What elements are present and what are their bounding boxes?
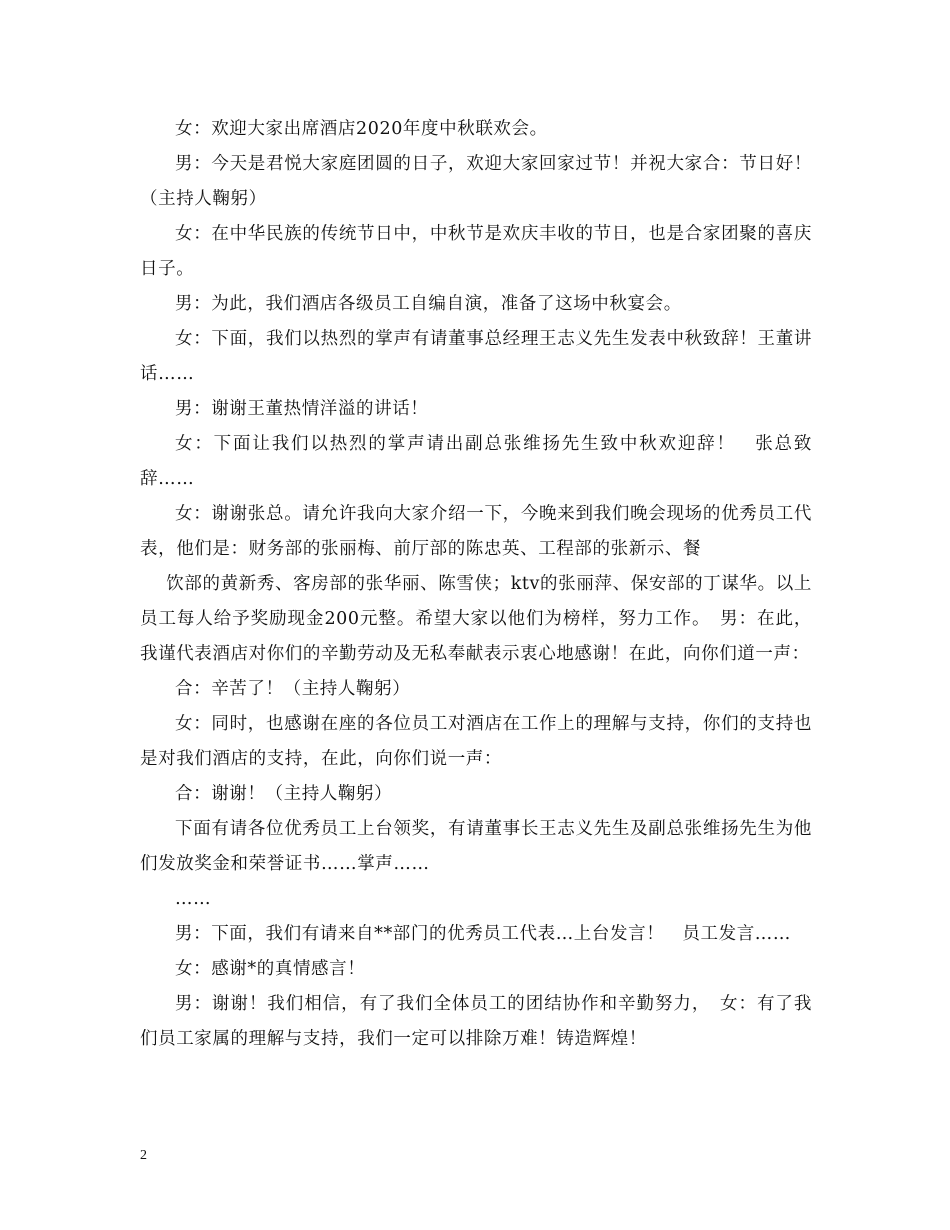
- paragraph-3: 女：在中华民族的传统节日中，中秋节是欢庆丰收的节日，也是合家团聚的喜庆日子。: [140, 224, 812, 279]
- paragraph-6: 男：谢谢王董热情洋溢的讲话！: [175, 399, 429, 419]
- paragraph-11: 女：同时，也感谢在座的各位员工对酒店在工作上的理解与支持，你们的支持也是对我们酒店的支持，在此，向你们说一声：: [140, 714, 812, 769]
- paragraph-5: 女：下面，我们以热烈的掌声有请董事总经理王志义先生发表中秋致辞！王董讲话……: [140, 329, 812, 384]
- paragraph-14: ……: [175, 889, 212, 909]
- paragraph-4: 男：为此，我们酒店各级员工自编自演，准备了这场中秋宴会。: [175, 294, 682, 314]
- paragraph-15: 男：下面，我们有请来自**部门的优秀员工代表…上台发言！ 员工发言……: [175, 924, 791, 944]
- paragraph-12: 合：谢谢！（主持人鞠躬）: [175, 784, 393, 804]
- paragraph-1: 女：欢迎大家出席酒店2020年度中秋联欢会。: [175, 119, 548, 139]
- paragraph-2: 男：今天是君悦大家庭团圆的日子，欢迎大家回家过节！并祝大家合：节日好！（主持人鞠躬）: [140, 154, 812, 209]
- document-body: [140, 112, 812, 1057]
- paragraph-17: 男：谢谢！我们相信，有了我们全体员工的团结协作和辛勤努力， 女：有了我们员工家属的理解与支持，我们一定可以排除万难！铸造辉煌！: [140, 994, 812, 1049]
- page-number: 2: [140, 1148, 147, 1163]
- paragraph-9: 饮部的黄新秀、客房部的张华丽、陈雪侠；ktv的张丽萍、保安部的丁谋华。以上员工每人给予奖励现金200元整。希望大家以他们为榜样，努力工作。 男：在此，我谨代表酒店对你们的辛勤劳动及无私奉献表示衷心地感谢！在此，向你们道一声：: [140, 574, 812, 664]
- paragraph-8: 女：谢谢张总。请允许我向大家介绍一下，今晚来到我们晚会现场的优秀员工代表，他们是：财务部的张丽梅、前厅部的陈忠英、工程部的张新示、餐: [140, 504, 812, 559]
- paragraph-13: 下面有请各位优秀员工上台领奖，有请董事长王志义先生及副总张维扬先生为他们发放奖金和荣誉证书……掌声……: [140, 819, 812, 874]
- paragraph-7: 女：下面让我们以热烈的掌声请出副总张维扬先生致中秋欢迎辞！ 张总致辞……: [140, 434, 812, 489]
- paragraph-16: 女：感谢*的真情感言！: [175, 959, 366, 979]
- paragraph-10: 合：辛苦了！（主持人鞠躬）: [175, 679, 411, 699]
